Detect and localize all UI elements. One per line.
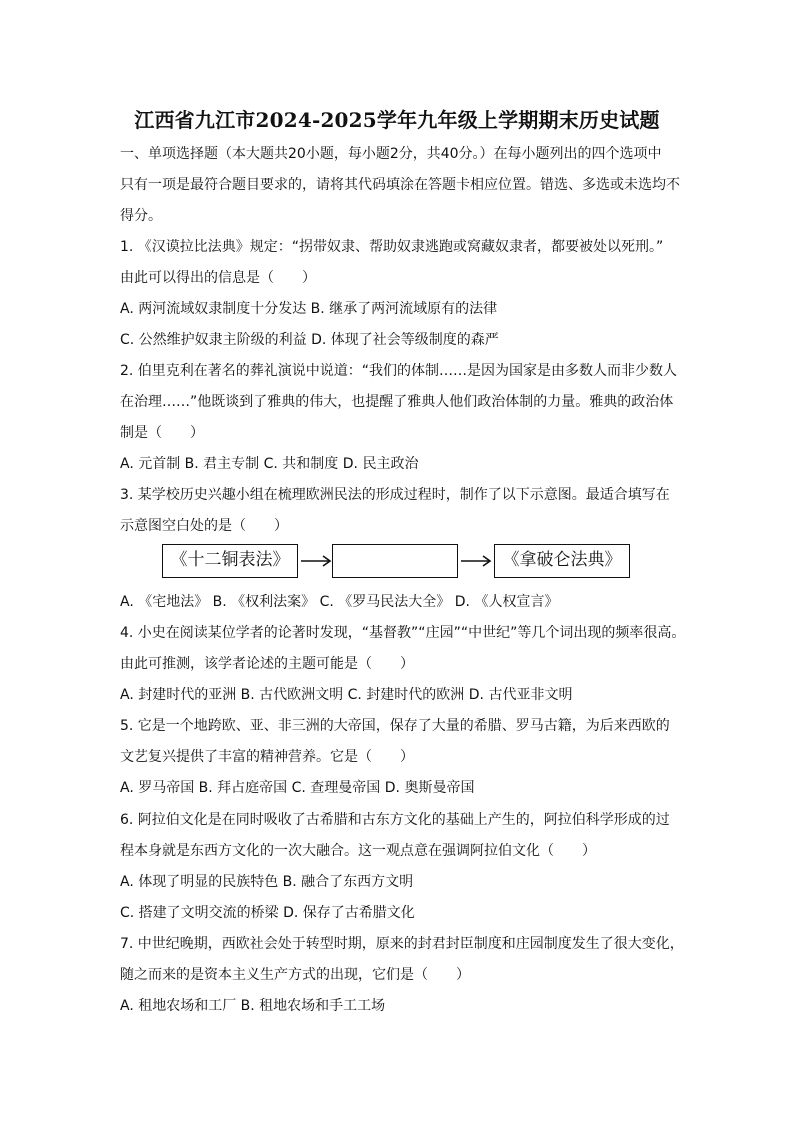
q2-stem-line-2: 在治理……”他既谈到了雅典的伟大，也提醒了雅典人他们政治体制的力量。雅典的政治体: [120, 394, 674, 410]
q6-stem-line-1: 6. 阿拉伯文化是在同时吸收了古希腊和古东方文化的基础上产生的，阿拉伯科学形成的过: [120, 812, 670, 828]
section-intro-line-3: 得分。: [120, 208, 162, 224]
q6-stem-line-2: 程本身就是东西方文化的一次大融合。这一观点意在强调阿拉伯文化（ ）: [120, 843, 596, 859]
q4-stem-line-2: 由此可推测，该学者论述的主题可能是（ ）: [120, 656, 414, 672]
q5-options-line-1: A. 罗马帝国 B. 拜占庭帝国 C. 查理曼帝国 D. 奥斯曼帝国: [120, 780, 475, 796]
q2-stem-line-3: 制是（ ）: [120, 425, 204, 441]
section-intro-line-1: 一、单项选择题（本大题共20小题，每小题2分，共40分。）在每小题列出的四个选项中: [120, 146, 662, 162]
q2-stem-line-1: 2. 伯里克利在著名的葬礼演说中说道：“我们的体制……是因为国家是由多数人而非少数人: [120, 363, 678, 379]
q3-flow-diagram: [162, 544, 632, 582]
exam-title: 江西省九江市2024-2025学年九年级上学期期末历史试题: [134, 108, 660, 132]
q3-box-twelve-tables: 《十二铜表法》: [162, 544, 298, 578]
q4-stem-line-1: 4. 小史在阅读某位学者的论著时发现，“基督教”“庄园”“中世纪”等几个词出现的频率很高。: [120, 625, 686, 641]
q2-options-line-1: A. 元首制 B. 君主专制 C. 共和制度 D. 民主政治: [120, 456, 419, 472]
q3-box-napoleonic-code: 《拿破仑法典》: [494, 544, 630, 578]
q1-options-line-1: A. 两河流域奴隶制度十分发达 B. 继承了两河流域原有的法律: [120, 301, 498, 317]
q3-box-blank: [332, 544, 458, 578]
q1-stem-line-2: 由此可以得出的信息是（ ）: [120, 270, 316, 286]
q1-options-line-2: C. 公然维护奴隶主阶级的利益 D. 体现了社会等级制度的森严: [120, 332, 499, 348]
q6-options-line-1: A. 体现了明显的民族特色 B. 融合了东西方文明: [120, 874, 414, 890]
q5-stem-line-2: 文艺复兴提供了丰富的精神营养。它是（ ）: [120, 749, 414, 765]
q6-options-line-2: C. 搭建了文明交流的桥梁 D. 保存了古希腊文化: [120, 905, 415, 921]
q3-options-line-1: A. 《宅地法》 B. 《权利法案》 C. 《罗马民法大全》 D. 《人权宣言》: [120, 594, 559, 610]
right-arrow-icon: [460, 552, 492, 570]
q7-options-line-1: A. 租地农场和工厂 B. 租地农场和手工工场: [120, 998, 386, 1014]
right-arrow-icon: [300, 552, 332, 570]
q7-stem-line-1: 7. 中世纪晚期，西欧社会处于转型时期，原来的封君封臣制度和庄园制度发生了很大变化，: [120, 936, 684, 952]
q7-stem-line-2: 随之而来的是资本主义生产方式的出现，它们是（ ）: [120, 967, 470, 983]
q3-stem-line-1: 3. 某学校历史兴趣小组在梳理欧洲民法的形成过程时，制作了以下示意图。最适合填写在: [120, 487, 670, 503]
section-intro-line-2: 只有一项是最符合题目要求的，请将其代码填涂在答题卡相应位置。错选、多选或未选均不: [120, 177, 680, 193]
q4-options-line-1: A. 封建时代的亚洲 B. 古代欧洲文明 C. 封建时代的欧洲 D. 古代亚非文明: [120, 687, 573, 703]
q5-stem-line-1: 5. 它是一个地跨欧、亚、非三洲的大帝国，保存了大量的希腊、罗马古籍，为后来西欧的: [120, 718, 670, 734]
q1-stem-line-1: 1. 《汉谟拉比法典》规定：“拐带奴隶、帮助奴隶逃跑或窝藏奴隶者，都要被处以死刑。”: [120, 239, 664, 255]
q3-stem-line-2: 示意图空白处的是（ ）: [120, 518, 288, 534]
